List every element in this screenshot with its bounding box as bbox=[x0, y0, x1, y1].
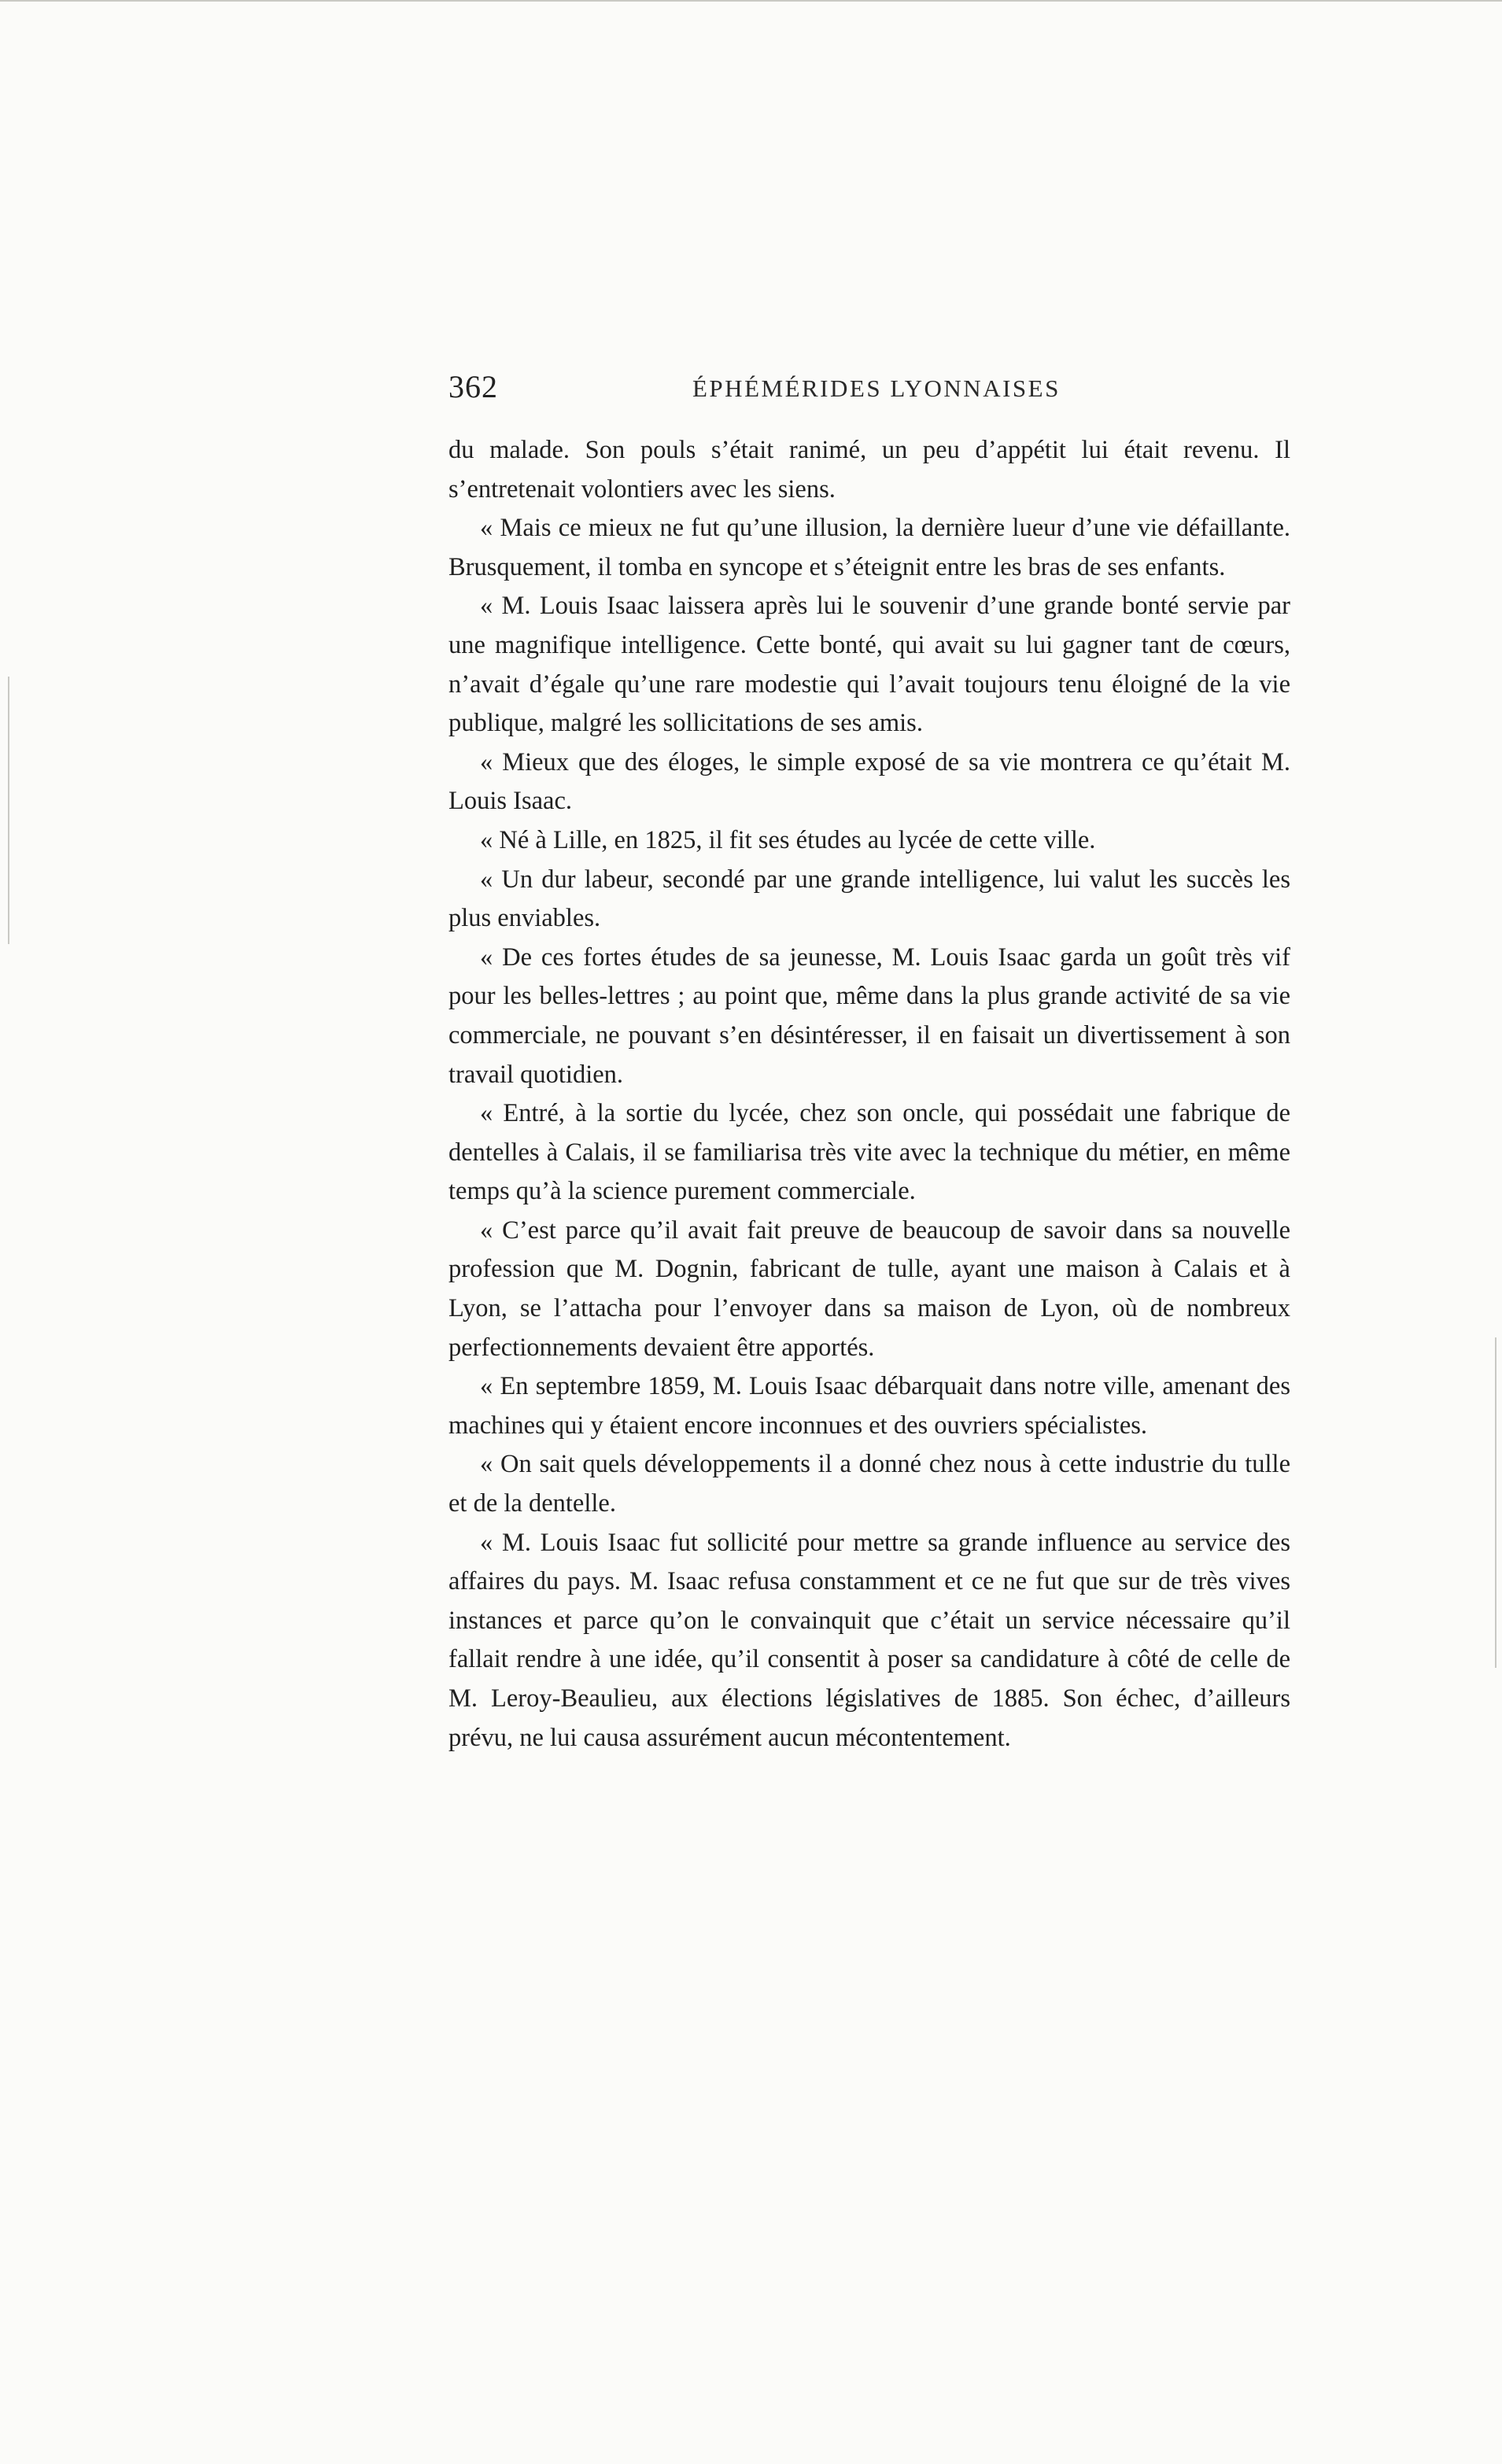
paragraph: « Mais ce mieux ne fut qu’une illusion, la dernière lueur d’une vie défaillante. Brusquement, il tomba en syncope et s’éteignit entre les bras de ses enfants. bbox=[448, 514, 1290, 581]
paragraph: « En septembre 1859, M. Louis Isaac débarquait dans notre ville, amenant des machines qui y étaient encore inconnues et des ouvriers spécialistes. bbox=[448, 1372, 1290, 1440]
left-edge-mark bbox=[8, 677, 9, 944]
body-text bbox=[448, 431, 1290, 1758]
paragraph: « On sait quels développements il a donné chez nous à cette industrie du tulle et de la dentelle. bbox=[448, 1450, 1290, 1518]
paragraph: « Né à Lille, en 1825, il fit ses études au lycée de cette ville. bbox=[480, 825, 1096, 854]
paragraph: « De ces fortes études de sa jeunesse, M. Louis Isaac garda un goût très vif pour les belles-lettres ; au point que, même dans la plus grande activité de sa vie commerciale, ne pouvant s’en désintéresser, il en faisait un divertissement à son travail quotidien. bbox=[448, 942, 1290, 1089]
running-title: ÉPHÉMÉRIDES LYONNAISES bbox=[692, 374, 1061, 402]
paragraph: « Mieux que des éloges, le simple exposé de sa vie montrera ce qu’était M. Louis Isaac. bbox=[448, 747, 1290, 816]
page-number: 362 bbox=[448, 369, 498, 404]
paragraph: du malade. Son pouls s’était ranimé, un peu d’appétit lui était revenu. Il s’entretenait volontiers avec les siens. bbox=[448, 436, 1290, 503]
right-edge-mark bbox=[1495, 1337, 1496, 1668]
paragraph: « Entré, à la sortie du lycée, chez son oncle, qui possédait une fabrique de dentelles à Calais, il se familiarisa très vite avec la technique du métier, en même temps qu’à la science purement commerciale. bbox=[448, 1099, 1290, 1206]
paragraph: « C’est parce qu’il avait fait preuve de beaucoup de savoir dans sa nouvelle profession que M. Dognin, fabricant de tulle, ayant une maison à Calais et à Lyon, se l’attacha pour l’envoyer dans sa maison de Lyon, où de nombreux perfectionnements devaient être apportés. bbox=[448, 1215, 1290, 1362]
page-header bbox=[448, 368, 1290, 415]
paragraph: « Un dur labeur, secondé par une grande intelligence, lui valut les succès les plus enviables. bbox=[448, 865, 1290, 933]
paragraph: « M. Louis Isaac fut sollicité pour mettre sa grande influence au service des affaires du pays. M. Isaac refusa constamment et ce ne fut que sur de très vives instances et parce qu’on le convainquit que c’était un service nécessaire qu’il fallait rendre à une idée, qu’il consentit à poser sa candidature à côté de celle de M. Leroy-Beaulieu, aux élections législatives de 1885. Son échec, d’ailleurs prévu, ne lui causa assurément aucun mécontentement. bbox=[448, 1528, 1290, 1752]
paragraph: « M. Louis Isaac laissera après lui le souvenir d’une grande bonté servie par une magnifique intelligence. Cette bonté, qui avait su lui gagner tant de cœurs, n’avait d’égale qu’une rare modestie qui l’avait toujours tenu éloigné de la vie publique, malgré les sollicitations de ses amis. bbox=[448, 592, 1290, 738]
top-edge-mark bbox=[0, 0, 1502, 2]
